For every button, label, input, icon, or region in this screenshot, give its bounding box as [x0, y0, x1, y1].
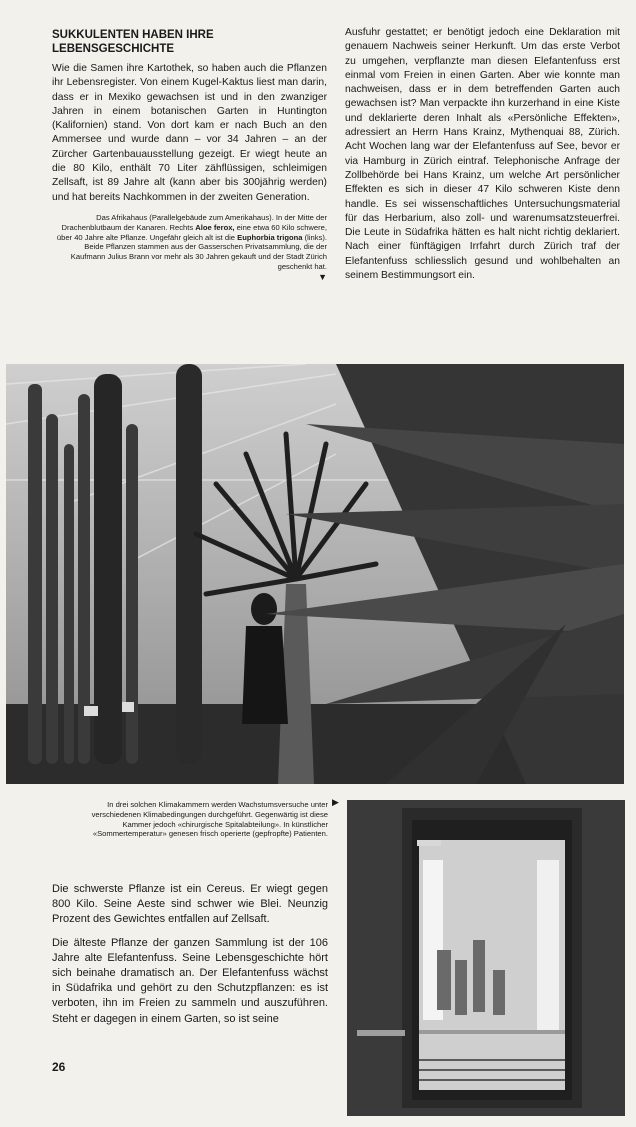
cereus-paragraph: Die schwerste Pflanze ist ein Cereus. Er wiegt gegen 800 Kilo. Seine Aeste sind schwer wie Blei. Neunzig Prozent des Gewichtes entfallen auf Zellsaft. [52, 883, 328, 926]
elephant-foot-paragraph: Die älteste Pflanze der ganzen Sammlung ist der 106 Jahre alte Elefantenfuss. Seine Lebensgeschichte hört sich beinahe dramatisch an. Der Elefantenfuss wächst in Südafrika und gehört zu den Schutzpflanzen: es ist verboten, ihn im Freien zu sammeln und auszuführen. Steht er dagegen in einem Garten, so ist seine [52, 936, 328, 1025]
caption-text-3: (links). Beide Pflanzen stammen aus der Gasserschen Privatsammlung, die der Kaufmann Julius Brann vor mehr als 30 Jahren gekauft und der Stadt Zürich geschenkt hat. [70, 232, 327, 271]
caption-bold-euphorbia: Euphorbia trigona [237, 232, 303, 242]
down-arrow-icon: ▼ [318, 271, 327, 282]
lower-left-text [52, 882, 328, 1035]
section-heading: SUKKULENTEN HABEN IHRE LEBENSGESCHICHTE [52, 29, 214, 55]
right-column-text: Ausfuhr gestattet; er benötigt jedoch eine Deklaration mit genauem Nachweis seiner Herkunft. Um das erste Verbot zu umgehen, verpflanzte man diesen Elefantenfuss erst einmal vom Freien in einen Garten. Aber wie konnte man nachweisen, dass er in dem betreffenden Garten auch gewachsen ist? Man verpackte ihn kurzerhand in eine Kiste und deklarierte deren Inhalt als «Persönliche Effekten», adressiert an Herrn Hans Krainz, Mythenquai 88, Zürich. Acht Wochen lang war der Elefantenfuss auf See, bevor er via Hamburg in Zürich eintraf. Telephonische Anfrage der Zollbehörde bei Hans Krainz, um welche Art persönlicher Effekten es sich in dieser 47 Kilo schweren Kiste denn handle. Es sei wissenschaftliches Untersuchungsmaterial für das Herbarium, also zoll- und warenumsatzsteuerfrei. Die Leute in Südafrika hätten es halt nicht richtig deklariert. Nach einer fünftägigen Irrfahrt durch Zürich traf der Elefantenfuss schliesslich gesund und wohlbehalten an seinem Bestimmungsort ein. [345, 27, 620, 282]
page-number: 26 [52, 1060, 66, 1074]
intro-paragraph: Wie die Samen ihre Kartothek, so haben auch die Pflanzen ihr Lebensregister. Von einem Kugel-Kaktus liest man darin, dass er in Mexiko gewachsen ist und in den zwanziger Jahren in einem botanischen Garten in Huntington (Kalifornien) stand. Von dort kam er nach Buch an den Ammersee und wurde dann – vor 34 Jahren – an der Zürcher Gartenbauausstellung gezeigt. Er wiegt heute an die 80 Kilo, enthält 70 Liter zähflüssigen, schleimigen Zellsaft, ist 89 Jahre alt (kann aber bis 300jährig werden) und hat bereits Nachkommen in der zweiten Generation. [52, 63, 327, 203]
top-photo-caption [52, 213, 327, 272]
greenhouse-illustration [6, 364, 624, 784]
climate-caption-text: In drei solchen Klimakammern werden Wachstumsversuche unter verschiedenen Klimabedingungen durchgeführt. Gegenwärtig ist diese Kammer jedoch «chirurgische Spitalabteilung». In künstlicher «Sommertemperatur» genesen frisch operierte (gepfropfte) Patienten. [91, 800, 328, 839]
climate-chamber-photo [347, 800, 625, 1116]
caption-text-2: eine etwa 60 Kilo schwere, über 40 Jahre alte Pflanze. Ungefähr gleich alt ist die [56, 222, 327, 242]
greenhouse-photo [6, 364, 624, 784]
right-arrow-icon: ▶ [332, 797, 339, 807]
caption-bold-aloe: Aloe ferox, [195, 222, 235, 232]
caption-text-1: Das Afrikahaus (Parallelgebäude zum Amerikahaus). In der Mitte der Drachenblutbaum der Kanaren. Rechts [61, 212, 327, 232]
climate-chamber-caption [72, 800, 328, 839]
climate-chamber-illustration [347, 800, 625, 1116]
left-column [52, 28, 327, 282]
